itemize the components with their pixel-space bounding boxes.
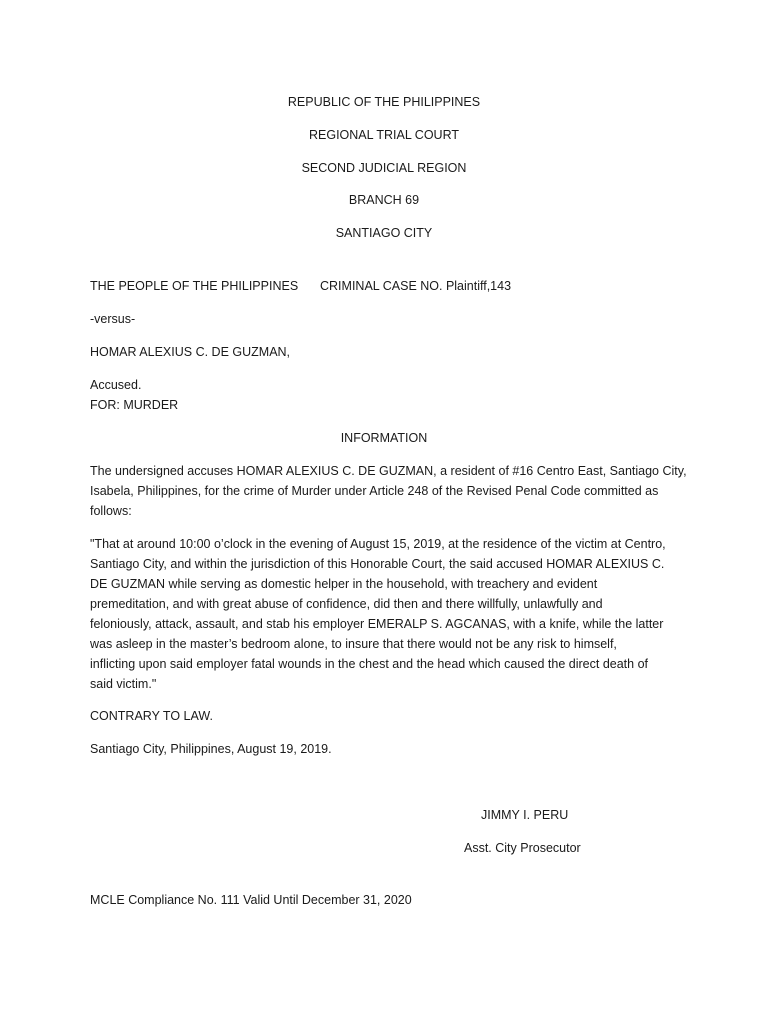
caption-charge: FOR: MURDER	[90, 398, 179, 412]
signatory-position: Asst. City Prosecutor	[464, 841, 581, 855]
quote-line: feloniously, attack, assault, and stab his employer EMERALP S. AGCANAS, with a knife, while the latter	[90, 617, 664, 631]
caption-versus: -versus-	[90, 312, 136, 326]
document-title: INFORMATION	[340, 431, 428, 445]
mcle-compliance: MCLE Compliance No. 111 Valid Until December 31, 2020	[90, 893, 412, 907]
caption-case-number: CRIMINAL CASE NO. Plaintiff,143	[320, 279, 512, 293]
heading-court: REGIONAL TRIAL COURT	[308, 128, 460, 142]
heading-branch: BRANCH 69	[348, 193, 420, 207]
caption-accused-label: Accused.	[90, 378, 142, 392]
heading-city: SANTIAGO CITY	[335, 226, 433, 240]
quote-line: premeditation, and with great abuse of confidence, did then and there willfully, unlawfully and	[90, 597, 603, 611]
intro-paragraph: The undersigned accuses HOMAR ALEXIUS C. DE GUZMAN, a resident of #16 Centro East, Santiago City, Isabela, Philippines, for the crime of Murder under Article 248 of the Revised Penal Code committed as follows:	[90, 464, 687, 518]
heading-republic: REPUBLIC OF THE PHILIPPINES	[287, 95, 481, 109]
quote-line: was asleep in the master’s bedroom alone, to insure that there would not be any risk to himself,	[90, 637, 617, 651]
signatory-name: JIMMY I. PERU	[481, 808, 569, 822]
quote-line: said victim."	[90, 677, 157, 691]
heading-region: SECOND JUDICIAL REGION	[301, 161, 467, 175]
quote-line: Santiago City, and within the jurisdiction of this Honorable Court, the said accused HOMAR ALEXIUS C.	[90, 557, 665, 571]
quote-line: inflicting upon said employer fatal wounds in the chest and the head which caused the direct death of	[90, 657, 648, 671]
caption-accused-name: HOMAR ALEXIUS C. DE GUZMAN,	[90, 345, 291, 359]
quote-line: DE GUZMAN while serving as domestic helper in the household, with treachery and evident	[90, 577, 598, 591]
caption-plaintiff: THE PEOPLE OF THE PHILIPPINES	[90, 279, 299, 293]
place-date: Santiago City, Philippines, August 19, 2019.	[90, 742, 332, 756]
contrary-to-law: CONTRARY TO LAW.	[90, 709, 213, 723]
quote-line: "That at around 10:00 o’clock in the evening of August 15, 2019, at the residence of the victim at Centro,	[90, 537, 666, 551]
